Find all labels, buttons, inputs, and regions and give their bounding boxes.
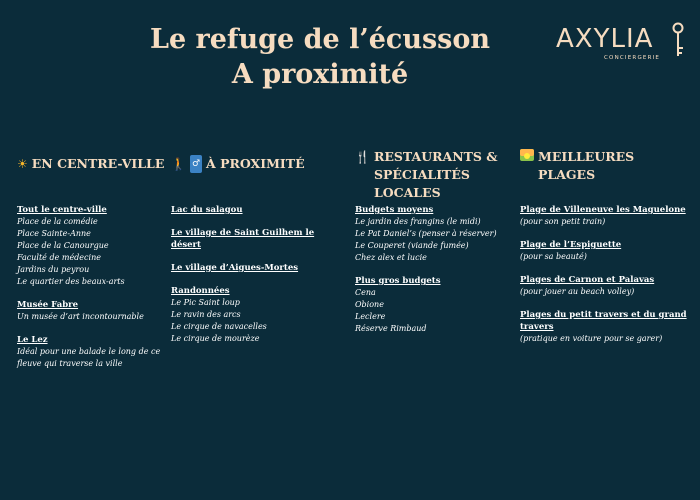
block-title: Plage de Villeneuve les Maguelone bbox=[520, 205, 686, 215]
heading-text: MEILLEURES PLAGES bbox=[538, 149, 635, 182]
walking-person-icon: 🚶 bbox=[171, 157, 186, 171]
list-item bbox=[520, 204, 690, 228]
block-line: Idéal pour une balade le long de ce bbox=[17, 347, 161, 356]
block-line: Le cirque de navacelles bbox=[171, 322, 267, 331]
block-title: Le village de Saint Guilhem le désert bbox=[171, 228, 315, 250]
block-line: Place de la comédie bbox=[17, 217, 98, 226]
list-item bbox=[17, 204, 167, 288]
block-title: Plus gros budgets bbox=[355, 276, 441, 286]
block-line: (pratique en voiture pour se garer) bbox=[520, 334, 663, 343]
male-sign-icon: ♂ bbox=[190, 155, 202, 173]
column-heading bbox=[355, 148, 515, 204]
block-line: fleuve qui traverse la ville bbox=[17, 359, 123, 368]
block-line: Le cirque de mourèze bbox=[171, 334, 260, 343]
block-title: Budgets moyens bbox=[355, 205, 434, 215]
column-plages bbox=[520, 148, 690, 356]
list-item bbox=[17, 299, 167, 323]
list-item bbox=[355, 204, 515, 264]
block-line: Cena bbox=[355, 288, 376, 297]
block-line: (pour jouer au beach volley) bbox=[520, 287, 635, 296]
block-title: Tout le centre-ville bbox=[17, 205, 107, 215]
block-line: Chez alex et lucie bbox=[355, 253, 427, 262]
column-centre-ville bbox=[17, 148, 167, 381]
block-line: Le jardin des frangins (le midi) bbox=[355, 217, 481, 226]
heading-text: EN CENTRE-VILLE bbox=[31, 156, 165, 171]
list-item bbox=[520, 239, 690, 263]
heading-text: RESTAURANTS & SPÉCIALITÉS LOCALES bbox=[373, 149, 498, 200]
column-heading bbox=[17, 148, 167, 204]
logo-word: AXYLIA bbox=[556, 24, 654, 54]
sunset-icon bbox=[520, 148, 534, 166]
heading-text: À PROXIMITÉ bbox=[206, 156, 305, 171]
list-item bbox=[171, 262, 336, 274]
block-title: Plages de Carnon et Palavas bbox=[520, 275, 655, 285]
block-title: Lac du salagou bbox=[171, 205, 243, 215]
block-line: Jardins du peyrou bbox=[17, 265, 90, 274]
logo-subtitle: CONCIERGERIE bbox=[604, 55, 661, 61]
column-heading bbox=[520, 148, 690, 204]
list-item bbox=[520, 274, 690, 298]
block-line: Réserve Rimbaud bbox=[355, 324, 427, 333]
block-title: Randonnées bbox=[171, 286, 230, 296]
block-line: (pour son petit train) bbox=[520, 217, 606, 226]
list-item bbox=[355, 275, 515, 335]
block-line: Le Pat Daniel’s (penser à réserver) bbox=[355, 229, 497, 238]
block-line: Le quartier des beaux-arts bbox=[17, 277, 125, 286]
block-line: Faculté de médecine bbox=[17, 253, 101, 262]
block-line: Obione bbox=[355, 300, 384, 309]
block-title: Plages du petit travers et du grand travers bbox=[520, 310, 687, 332]
column-heading bbox=[171, 148, 336, 204]
axylia-logo bbox=[556, 22, 686, 66]
list-item bbox=[520, 309, 690, 345]
fork-knife-icon: 🍴 bbox=[355, 150, 370, 164]
block-line: Place de la Canourgue bbox=[17, 241, 109, 250]
list-item bbox=[171, 204, 336, 216]
block-title: Le Lez bbox=[17, 335, 48, 345]
column-a-proximite bbox=[171, 148, 336, 356]
column-restaurants bbox=[355, 148, 515, 346]
block-title: Le village d’Aigues-Mortes bbox=[171, 263, 299, 273]
block-line: Un musée d’art incontournable bbox=[17, 312, 144, 321]
list-item bbox=[171, 285, 336, 345]
block-line: Place Sainte-Anne bbox=[17, 229, 91, 238]
block-line: Le Couperet (viande fumée) bbox=[355, 241, 469, 250]
block-line: (pour sa beauté) bbox=[520, 252, 587, 261]
title-line-2: A proximité bbox=[231, 59, 409, 90]
block-title: Musée Fabre bbox=[17, 300, 79, 310]
block-line: Le ravin des arcs bbox=[171, 310, 241, 319]
block-line: Le Pic Saint loup bbox=[171, 298, 240, 307]
block-line: Leclere bbox=[355, 312, 386, 321]
title-line-1: Le refuge de l’écusson bbox=[149, 24, 491, 55]
list-item bbox=[17, 334, 167, 370]
page-title bbox=[0, 22, 640, 92]
sun-icon: ☀ bbox=[17, 157, 28, 171]
block-title: Plage de l’Espiguette bbox=[520, 240, 622, 250]
list-item bbox=[171, 227, 336, 251]
key-icon bbox=[670, 22, 686, 58]
